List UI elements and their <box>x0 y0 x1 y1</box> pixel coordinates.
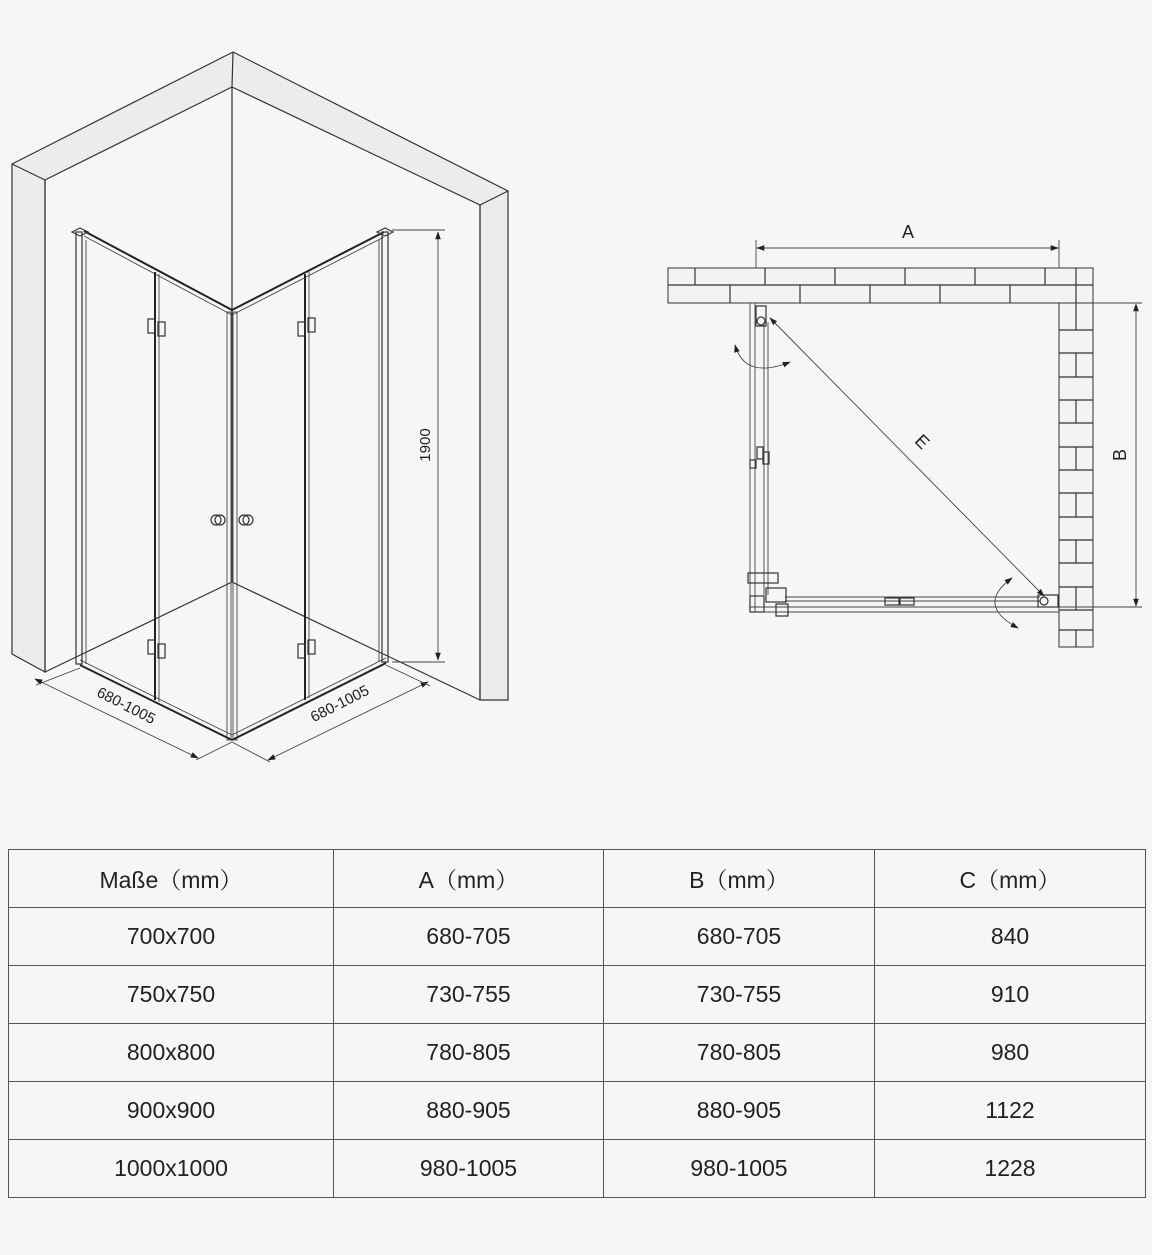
cell-a: 980-1005 <box>334 1140 604 1198</box>
table-row <box>9 1140 1146 1198</box>
cell-c: 980 <box>875 1024 1146 1082</box>
height-dimension <box>392 230 445 662</box>
width-dimension-left <box>35 668 232 760</box>
width-dimension-right <box>232 665 430 762</box>
cell-a: 730-755 <box>334 966 604 1024</box>
width-right-label: 680-1005 <box>307 682 373 726</box>
table-row <box>9 908 1146 966</box>
width-left-label: 680-1005 <box>93 684 159 728</box>
dimension-e <box>770 318 1044 596</box>
cell-a: 680-705 <box>334 908 604 966</box>
label-a: A <box>901 222 915 242</box>
table-row <box>9 1024 1146 1082</box>
cell-size: 900x900 <box>9 1082 334 1140</box>
cell-b: 680-705 <box>604 908 875 966</box>
cell-c: 840 <box>875 908 1146 966</box>
cell-b: 730-755 <box>604 966 875 1024</box>
cell-a: 780-805 <box>334 1024 604 1082</box>
plan-view <box>668 222 1142 647</box>
cell-b: 780-805 <box>604 1024 875 1082</box>
table-row <box>9 966 1146 1024</box>
header-b: B（mm） <box>604 850 875 908</box>
header-a: A（mm） <box>334 850 604 908</box>
cell-size: 750x750 <box>9 966 334 1024</box>
label-e: E <box>910 430 934 454</box>
table-row <box>9 1082 1146 1140</box>
cell-size: 1000x1000 <box>9 1140 334 1198</box>
label-b: B <box>1110 448 1130 462</box>
header-c: C（mm） <box>875 850 1146 908</box>
cell-a: 880-905 <box>334 1082 604 1140</box>
height-label: 1900 <box>417 428 434 462</box>
plan-enclosure <box>748 303 1059 616</box>
door-swing-arcs <box>735 345 1018 628</box>
cell-size: 800x800 <box>9 1024 334 1082</box>
cell-c: 1122 <box>875 1082 1146 1140</box>
cell-c: 910 <box>875 966 1146 1024</box>
cell-b: 880-905 <box>604 1082 875 1140</box>
cell-size: 700x700 <box>9 908 334 966</box>
cell-b: 980-1005 <box>604 1140 875 1198</box>
cell-c: 1228 <box>875 1140 1146 1198</box>
table-header-row <box>9 850 1146 908</box>
top-brick-wall <box>668 268 1093 303</box>
header-size: Maße（mm） <box>9 850 334 908</box>
size-table <box>8 849 1146 1198</box>
right-brick-wall <box>1059 268 1093 647</box>
dimension-a <box>756 222 1059 268</box>
isometric-view <box>12 52 508 762</box>
